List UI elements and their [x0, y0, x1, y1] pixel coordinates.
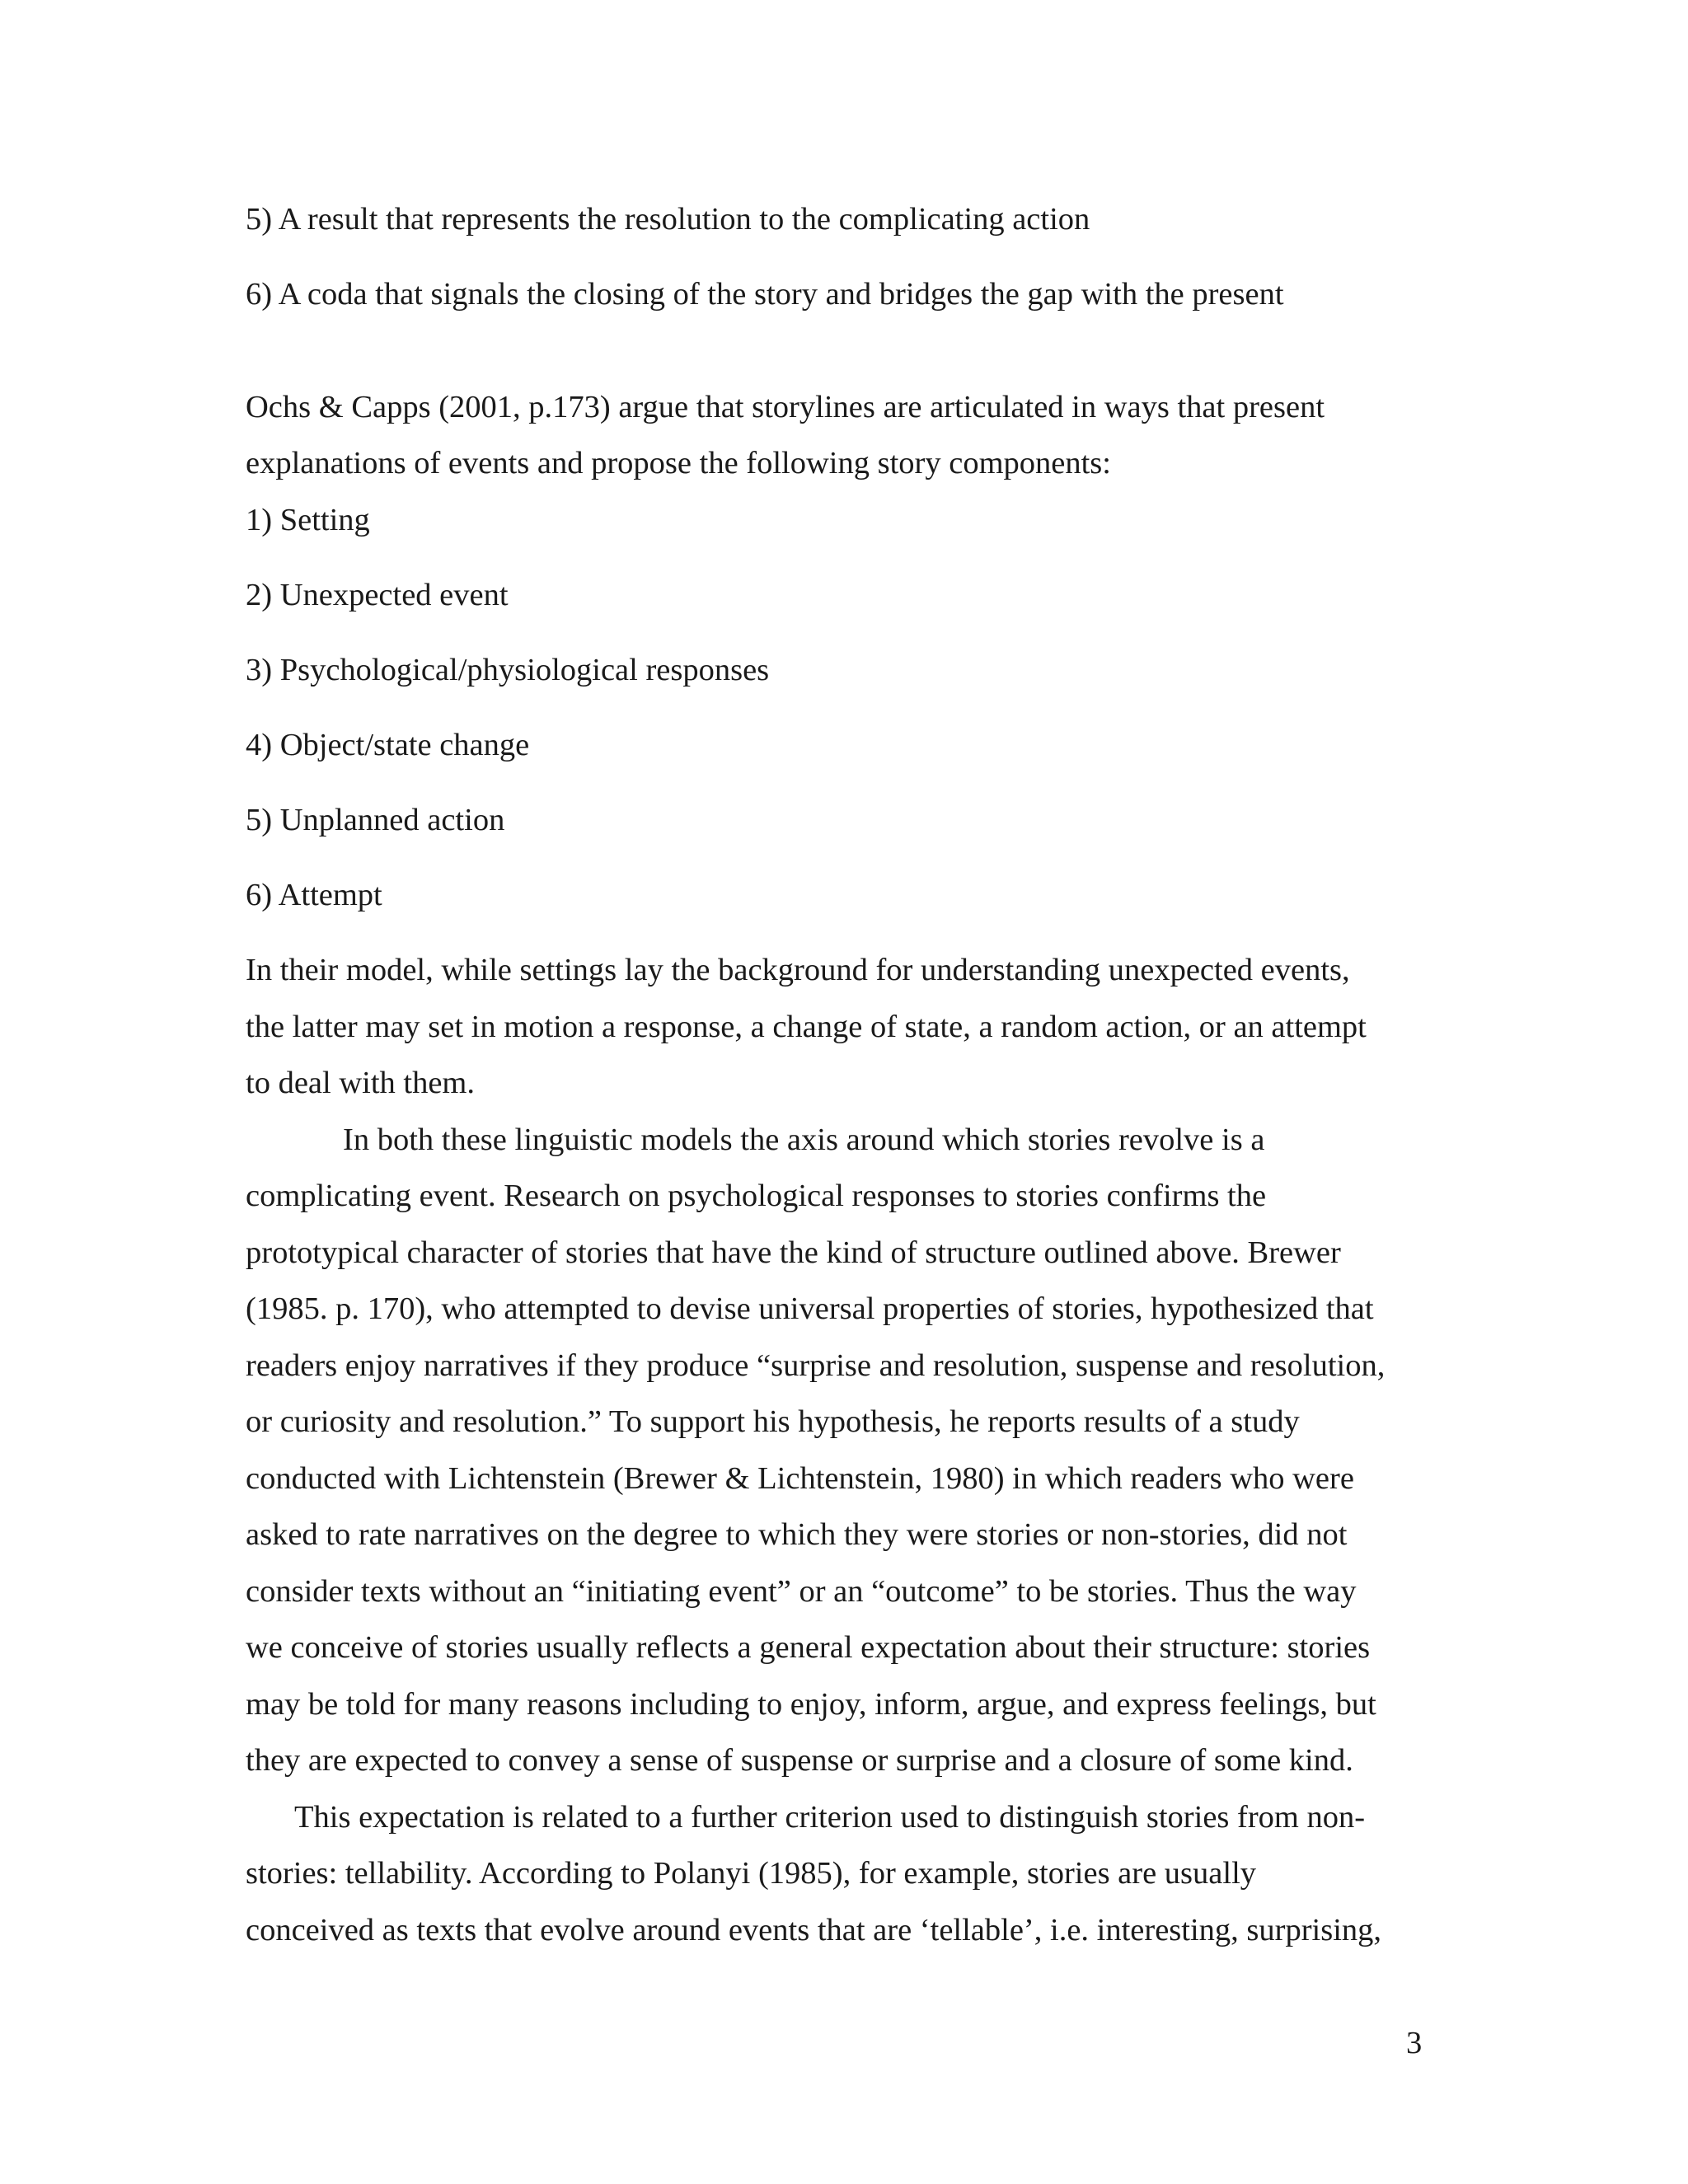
page-number: 3: [1406, 2026, 1423, 2060]
intro-paragraph-line: Ochs & Capps (2001, p.173) argue that storylines are articulated in ways that present: [246, 390, 1325, 424]
model-paragraph-line: In their model, while settings lay the background for understanding unexpected events,: [246, 953, 1350, 987]
component-unexpected-event: 2) Unexpected event: [246, 578, 509, 612]
expectation-paragraph-line: conceived as texts that evolve around events that are ‘tellable’, i.e. interesting, surprising,: [246, 1913, 1382, 1947]
component-state-change: 4) Object/state change: [246, 728, 530, 762]
linguistic-paragraph-line: complicating event. Research on psychological responses to stories confirms the: [246, 1179, 1267, 1213]
linguistic-paragraph-line: they are expected to convey a sense of suspense or surprise and a closure of some kind.: [246, 1743, 1353, 1778]
model-paragraph-line: the latter may set in motion a response, a change of state, a random action, or an attempt: [246, 1010, 1367, 1044]
linguistic-paragraph-line: asked to rate narratives on the degree to which they were stories or non-stories, did not: [246, 1517, 1348, 1552]
linguistic-paragraph-line: conducted with Lichtenstein (Brewer & Lichtenstein, 1980) in which readers who were: [246, 1461, 1354, 1496]
component-unplanned-action: 5) Unplanned action: [246, 803, 505, 837]
linguistic-paragraph-line: or curiosity and resolution.” To support his hypothesis, he reports results of a study: [246, 1404, 1300, 1439]
intro-paragraph-line: explanations of events and propose the following story components:: [246, 446, 1111, 480]
list-item-result: 5) A result that represents the resolution to the complicating action: [246, 202, 1090, 237]
component-attempt: 6) Attempt: [246, 878, 382, 912]
model-paragraph-line: to deal with them.: [246, 1066, 475, 1100]
linguistic-paragraph-line: readers enjoy narratives if they produce “surprise and resolution, suspense and resolution,: [246, 1348, 1386, 1383]
linguistic-paragraph-line: (1985. p. 170), who attempted to devise universal properties of stories, hypothesized that: [246, 1291, 1374, 1326]
expectation-paragraph-line: This expectation is related to a further criterion used to distinguish stories from non-: [294, 1800, 1366, 1835]
list-item-coda: 6) A coda that signals the closing of the story and bridges the gap with the present: [246, 277, 1284, 312]
component-responses: 3) Psychological/physiological responses: [246, 653, 770, 687]
linguistic-paragraph-line: may be told for many reasons including to enjoy, inform, argue, and express feelings, but: [246, 1687, 1376, 1722]
component-setting: 1) Setting: [246, 503, 370, 537]
expectation-paragraph-line: stories: tellability. According to Polanyi (1985), for example, stories are usually: [246, 1856, 1257, 1891]
linguistic-paragraph-line: prototypical character of stories that have the kind of structure outlined above. Brewer: [246, 1235, 1341, 1270]
linguistic-paragraph-line: In both these linguistic models the axis around which stories revolve is a: [343, 1122, 1265, 1157]
linguistic-paragraph-line: consider texts without an “initiating event” or an “outcome” to be stories. Thus the way: [246, 1574, 1357, 1609]
linguistic-paragraph-line: we conceive of stories usually reflects a general expectation about their structure: stories: [246, 1630, 1371, 1665]
